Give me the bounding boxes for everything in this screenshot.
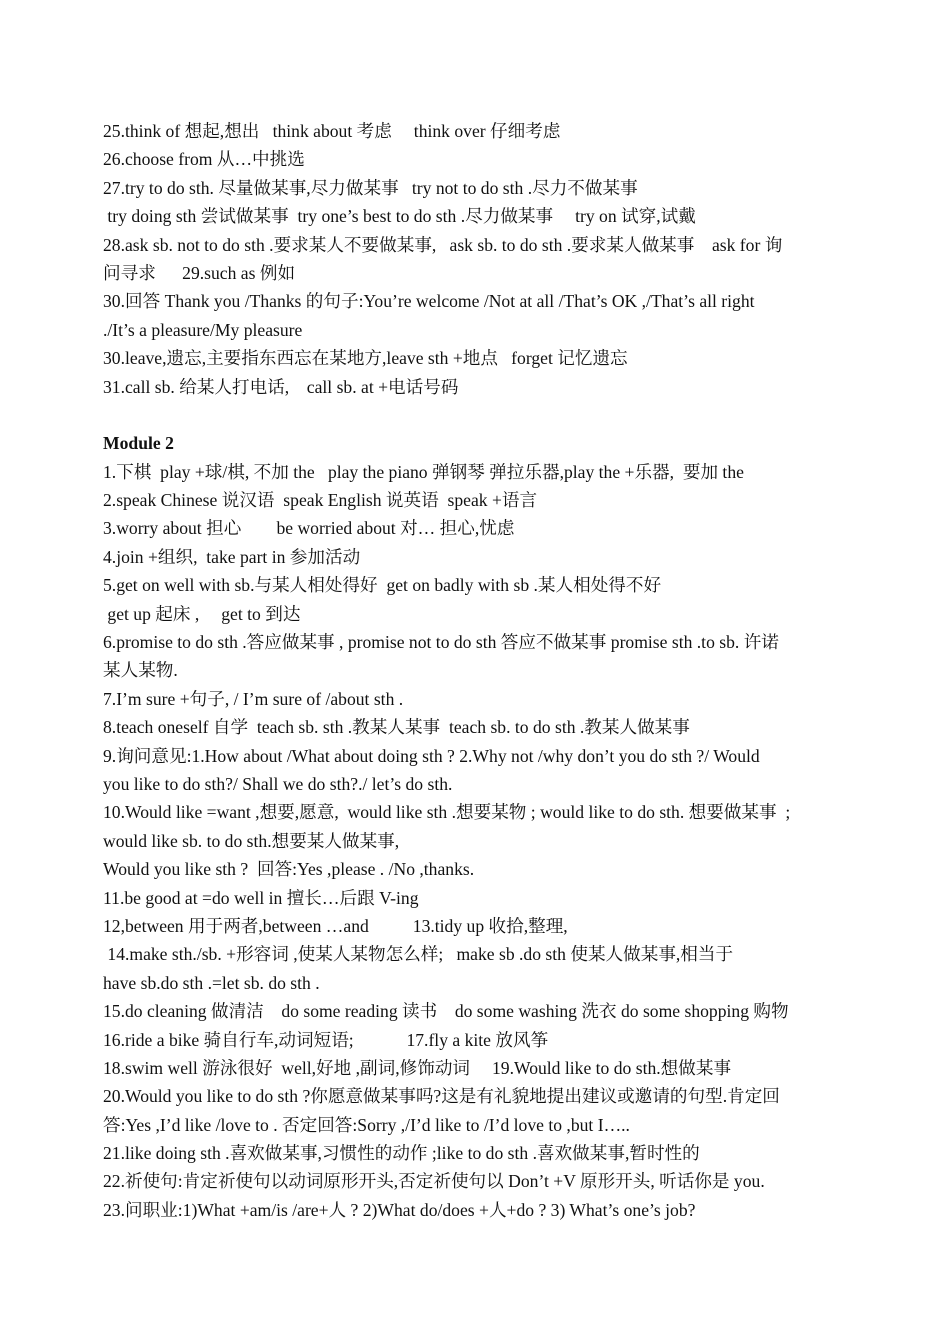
text-line: 14.make sth./sb. +形容词 ,使某人某物怎么样; make sb .do sth 使某人做某事,相当于 [103, 944, 734, 965]
text-line: 问寻求 29.such as 例如 [103, 262, 296, 283]
document-body [103, 117, 849, 1224]
text-line: 3.worry about 担心 be worried about 对… 担心,忧虑 [103, 518, 515, 539]
text-line: 2.speak Chinese 说汉语 speak English 说英语 speak +语言 [103, 490, 538, 511]
text-line: 12,between 用于两者,between …and 13.tidy up 收拾,整理, [103, 915, 568, 936]
text-line: 8.teach oneself 自学 teach sb. sth .教某人某事 teach sb. to do sth .教某人做某事 [103, 717, 690, 738]
text-line: 某人某物. [103, 660, 178, 681]
text-line: 23.问职业:1)What +am/is /are+人 ? 2)What do/does +人+do ? 3) What’s one’s job? [103, 1199, 696, 1220]
text-line: 5.get on well with sb.与某人相处得好 get on badly with sb .某人相处得不好 [103, 575, 662, 596]
text-line: you like to do sth?/ Shall we do sth?./ let’s do sth. [103, 773, 453, 794]
text-line: 22.祈使句:肯定祈使句以动词原形开头,否定祈使句以 Don’t +V 原形开头, 听话你是 you. [103, 1171, 765, 1192]
text-line: 30.leave,遗忘,主要指东西忘在某地方,leave sth +地点 forget 记忆遗忘 [103, 348, 628, 369]
text-line: 27.try to do sth. 尽量做某事,尽力做某事 try not to do sth .尽力不做某事 [103, 177, 638, 198]
text-line: 9.询问意见:1.How about /What about doing sth ? 2.Why not /why don’t you do sth ?/ Would [103, 745, 760, 766]
text-line: 6.promise to do sth .答应做某事 , promise not to do sth 答应不做某事 promise sth .to sb. 许诺 [103, 632, 779, 653]
text-line: would like sb. to do sth.想要某人做某事, [103, 830, 400, 851]
text-line: have sb.do sth .=let sb. do sth . [103, 972, 320, 993]
text-line: ./It’s a pleasure/My pleasure [103, 319, 303, 340]
text-line: 21.like doing sth .喜欢做某事,习惯性的动作 ;like to do sth .喜欢做某事,暂时性的 [103, 1143, 700, 1164]
text-line: 11.be good at =do well in 擅长…后跟 V-ing [103, 887, 419, 908]
text-line: 20.Would you like to do sth ?你愿意做某事吗?这是有礼貌地提出建议或邀请的句型.肯定回 [103, 1086, 780, 1107]
text-line: 1.下棋 play +球/棋, 不加 the play the piano 弹钢琴 弹拉乐器,play the +乐器, 要加 the [103, 461, 744, 482]
text-line: 10.Would like =want ,想要,愿意, would like sth .想要某物 ; would like to do sth. 想要做某事 ; [103, 802, 791, 823]
text-line: Would you like sth ? 回答:Yes ,please . /No ,thanks. [103, 859, 475, 880]
text-line: 答:Yes ,I’d like /love to . 否定回答:Sorry ,/I’d like to /I’d love to ,but I….. [103, 1114, 630, 1135]
text-line: 18.swim well 游泳很好 well,好地 ,副词,修饰动词 19.Would like to do sth.想做某事 [103, 1057, 732, 1078]
text-line: try doing sth 尝试做某事 try one’s best to do sth .尽力做某事 try on 试穿,试戴 [103, 206, 696, 227]
text-line: 25.think of 想起,想出 think about 考虑 think over 仔细考虑 [103, 121, 561, 141]
blank-line [103, 401, 849, 429]
text-line: 28.ask sb. not to do sth .要求某人不要做某事, ask sb. to do sth .要求某人做某事 ask for 询 [103, 234, 783, 255]
text-line: 7.I’m sure +句子, / I’m sure of /about sth . [103, 688, 404, 709]
section-heading: Module 2 [103, 433, 174, 454]
text-line: 30.回答 Thank you /Thanks 的句子:You’re welcome /Not at all /That’s OK ,/That’s all right [103, 291, 755, 312]
text-line: 15.do cleaning 做清洁 do some reading 读书 do some washing 洗衣 do some shopping 购物 [103, 1001, 789, 1022]
text-line: get up 起床 , get to 到达 [103, 603, 301, 624]
text-line: 16.ride a bike 骑自行车,动词短语; 17.fly a kite 放风筝 [103, 1029, 549, 1050]
text-line: 31.call sb. 给某人打电话, call sb. at +电话号码 [103, 376, 459, 397]
text-line: 4.join +组织, take part in 参加活动 [103, 546, 361, 567]
text-line: 26.choose from 从…中挑选 [103, 149, 305, 170]
